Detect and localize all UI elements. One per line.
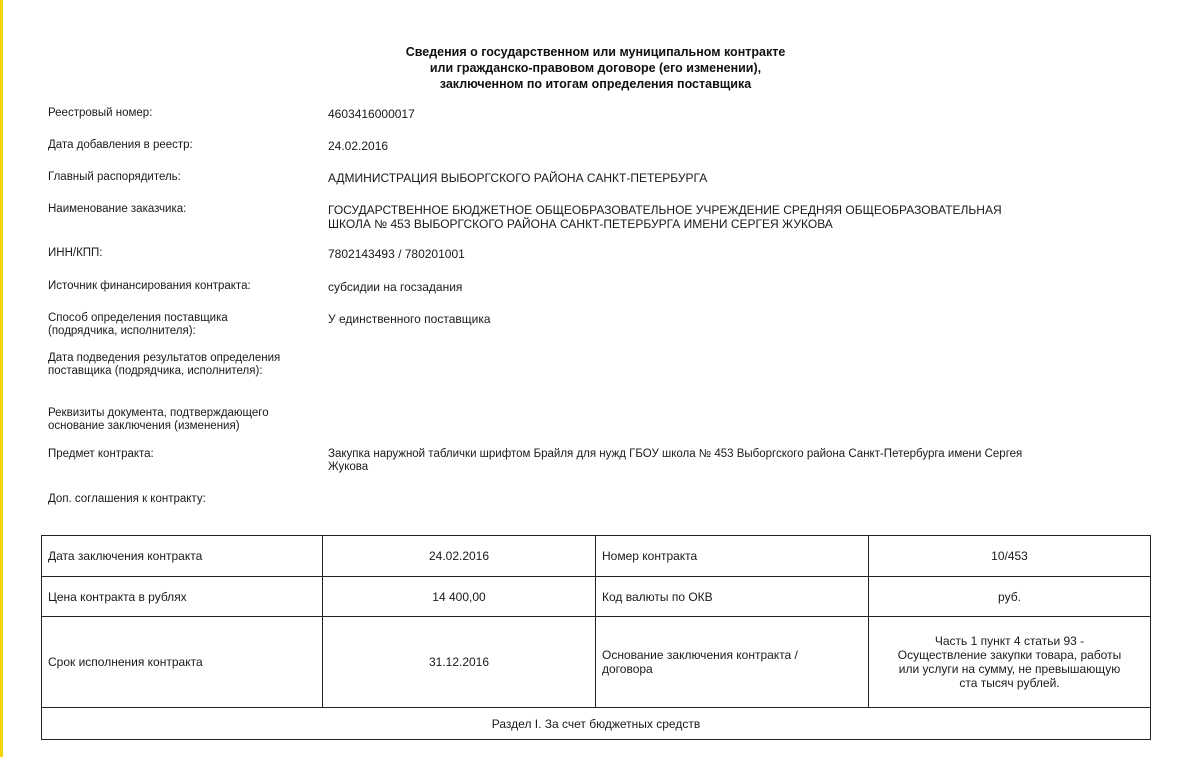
basis-line-2: Осуществление закупки товара, работы	[897, 648, 1122, 662]
subject-label: Предмет контракта:	[48, 448, 154, 460]
registry-number-label: Реестровый номер:	[48, 107, 153, 119]
funding-source-label: Источник финансирования контракта:	[48, 280, 251, 292]
subject-value	[328, 448, 1118, 474]
supplier-method-label-line-2: (подрядчика, исполнителя):	[48, 325, 196, 337]
title-line-3: заключенном по итогам определения поставщика	[439, 77, 752, 91]
doc-details-label-line-2: основание заключения (изменения)	[48, 420, 240, 432]
section-title: Раздел I. За счет бюджетных средств	[42, 708, 1151, 740]
document-title	[0, 44, 1191, 92]
extra-agreements-label: Доп. соглашения к контракту:	[48, 493, 206, 505]
conclusion-date-value: 24.02.2016	[323, 536, 596, 577]
contract-number-value: 10/453	[869, 536, 1151, 577]
doc-details-label-line-1: Реквизиты документа, подтверждающего	[48, 407, 269, 419]
results-date-label	[48, 352, 318, 378]
funding-source-value: субсидии на госзадания	[328, 280, 463, 294]
term-value: 31.12.2016	[323, 617, 596, 708]
basis-value	[869, 617, 1151, 708]
table-row	[42, 708, 1151, 740]
price-value: 14 400,00	[323, 577, 596, 617]
registry-date-label: Дата добавления в реестр:	[48, 139, 193, 151]
contract-table	[41, 535, 1151, 740]
customer-name-value	[328, 203, 1128, 231]
price-label: Цена контракта в рублях	[42, 577, 323, 617]
basis-label	[596, 617, 869, 708]
supplier-method-label	[48, 312, 318, 338]
table-row	[42, 617, 1151, 708]
customer-name-line-2: ШКОЛА № 453 ВЫБОРГСКОГО РАЙОНА САНКТ-ПЕТЕРБУРГА ИМЕНИ СЕРГЕЯ ЖУКОВА	[328, 217, 833, 231]
doc-details-label	[48, 407, 318, 433]
supplier-method-value: У единственного поставщика	[328, 312, 491, 326]
supplier-method-label-line-1: Способ определения поставщика	[48, 312, 228, 324]
basis-line-4: ста тысяч рублей.	[959, 676, 1060, 690]
table-row	[42, 577, 1151, 617]
table-row	[42, 536, 1151, 577]
registry-number-value: 4603416000017	[328, 107, 415, 121]
registry-date-value: 24.02.2016	[328, 139, 389, 153]
chief-manager-label: Главный распорядитель:	[48, 171, 181, 183]
inn-kpp-label: ИНН/КПП:	[48, 247, 103, 259]
subject-line-1: Закупка наружной таблички шрифтом Брайля для нужд ГБОУ школа № 453 Выборгского района Санкт-Петербурга имени Сергея	[328, 448, 1023, 460]
contract-number-label: Номер контракта	[596, 536, 869, 577]
currency-code-label: Код валюты по ОКВ	[596, 577, 869, 617]
title-line-1: Сведения о государственном или муниципальном контракте	[405, 45, 786, 59]
basis-line-1: Часть 1 пункт 4 статьи 93 -	[934, 634, 1085, 648]
subject-line-2: Жукова	[328, 461, 369, 473]
term-label: Срок исполнения контракта	[42, 617, 323, 708]
inn-kpp-value: 7802143493 / 780201001	[328, 247, 465, 261]
results-date-label-line-2: поставщика (подрядчика, исполнителя):	[48, 365, 263, 377]
chief-manager-value: АДМИНИСТРАЦИЯ ВЫБОРГСКОГО РАЙОНА САНКТ-ПЕТЕРБУРГА	[328, 171, 708, 185]
conclusion-date-label: Дата заключения контракта	[42, 536, 323, 577]
basis-label-line-2: договора	[602, 662, 653, 676]
customer-name-label: Наименование заказчика:	[48, 203, 187, 215]
results-date-label-line-1: Дата подведения результатов определения	[48, 352, 281, 364]
title-line-2: или гражданско-правовом договоре (его изменении),	[429, 61, 762, 75]
left-accent-bar	[0, 0, 3, 757]
basis-line-3: или услуги на сумму, не превышающую	[898, 662, 1121, 676]
currency-value: руб.	[869, 577, 1151, 617]
customer-name-line-1: ГОСУДАРСТВЕННОЕ БЮДЖЕТНОЕ ОБЩЕОБРАЗОВАТЕЛЬНОЕ УЧРЕЖДЕНИЕ СРЕДНЯЯ ОБЩЕОБРАЗОВАТЕЛЬНАЯ	[328, 203, 1002, 217]
basis-label-line-1: Основание заключения контракта /	[602, 648, 798, 662]
